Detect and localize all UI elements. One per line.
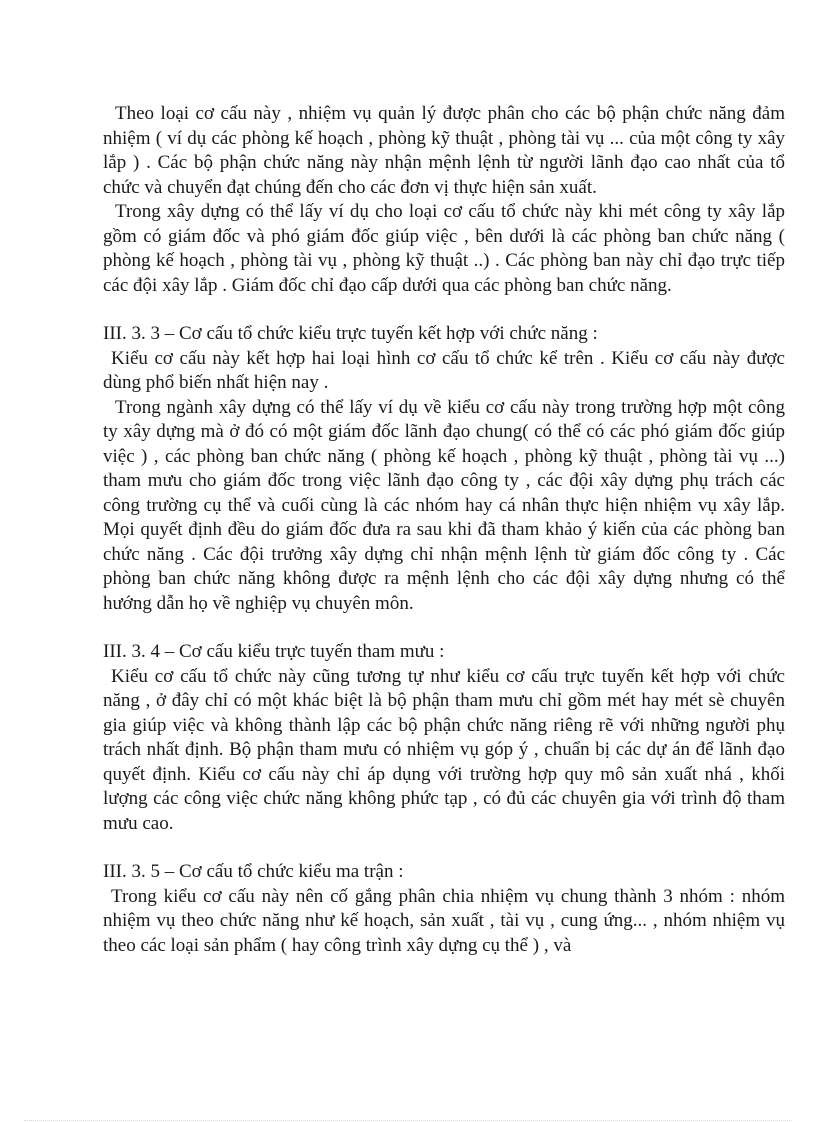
paragraph: Trong xây dựng có thể lấy ví dụ cho loại cơ cấu tổ chức này khi mét công ty xây lắp gồm có giám đốc và phó giám đốc giúp việc , bên dưới là các phòng ban chức năng ( phòng kế hoạch , phòng tài vụ , phòng kỹ thuật ..) . Các phòng ban này chỉ đạo trực tiếp các đội xây lắp . Giám đốc chỉ đạo cấp dưới qua các phòng ban chức năng. bbox=[103, 201, 785, 296]
document-page bbox=[103, 102, 785, 958]
page-bottom-rule bbox=[24, 1120, 792, 1121]
section-heading: III. 3. 4 – Cơ cấu kiểu trực tuyến tham mưu : bbox=[103, 641, 445, 662]
paragraph: Kiểu cơ cấu này kết hợp hai loại hình cơ cấu tổ chức kể trên . Kiểu cơ cấu này được dùng phổ biến nhất hiện nay . bbox=[103, 347, 785, 393]
paragraph: Trong kiểu cơ cấu này nên cố gắng phân chia nhiệm vụ chung thành 3 nhóm : nhóm nhiệm vụ theo chức năng như kế hoạch, sản xuất , tài vụ , cung ứng... , nhóm nhiệm vụ theo các loại sản phẩm ( hay công trình xây dựng cụ thể ) , và bbox=[103, 885, 785, 956]
paragraph: Kiểu cơ cấu tổ chức này cũng tương tự như kiểu cơ cấu trực tuyến kết hợp với chức năng , ở đây chỉ có một khác biệt là bộ phận tham mưu chỉ gồm mét hay mét sè chuyên gia giúp việc và không thành lập các bộ phận chức năng riêng rẽ với những người phụ trách nhất định. Bộ phận tham mưu có nhiệm vụ góp ý , chuẩn bị các dự án để lãnh đạo quyết định. Kiểu cơ cấu này chỉ áp dụng với trường hợp quy mô sản xuất nhá , khối lượng các công việc chức năng không phức tạp , có đủ các chuyên gia với trình độ tham mưu cao. bbox=[103, 665, 785, 834]
section-heading: III. 3. 5 – Cơ cấu tổ chức kiểu ma trận : bbox=[103, 861, 404, 882]
paragraph: Trong ngành xây dựng có thể lấy ví dụ về kiểu cơ cấu này trong trường hợp một công ty xây dựng mà ở đó có một giám đốc lãnh đạo chung( có thể có các phó giám đốc giúp việc ) , các phòng ban chức năng ( phòng kế hoạch , phòng kỹ thuật , phòng tài vụ ...) tham mưu cho giám đốc trong việc lãnh đạo công ty , các đội xây dựng phụ trách các công trường cụ thể và cuối cùng là các nhóm hay cá nhân thực hiện nhiệm vụ xây lắp. Mọi quyết định đều do giám đốc đưa ra sau khi đã tham khảo ý kiến của các phòng ban chức năng . Các đội trưởng xây dựng chỉ nhận mệnh lệnh từ giám đốc công ty . Các phòng ban chức năng không được ra mệnh lệnh cho các đội xây dựng nhưng có thể hướng dẫn họ về nghiệp vụ chuyên môn. bbox=[103, 396, 785, 614]
section-heading: III. 3. 3 – Cơ cấu tổ chức kiểu trực tuyến kết hợp với chức năng : bbox=[103, 323, 598, 344]
paragraph: Theo loại cơ cấu này , nhiệm vụ quản lý được phân cho các bộ phận chức năng đảm nhiệm ( ví dụ các phòng kế hoạch , phòng kỹ thuật , phòng tài vụ ... của một công ty xây lắp ) . Các bộ phận chức năng này nhận mệnh lệnh từ người lãnh đạo cao nhất của tổ chức và chuyển đạt chúng đến cho các đơn vị thực hiện sản xuất. bbox=[103, 103, 785, 198]
